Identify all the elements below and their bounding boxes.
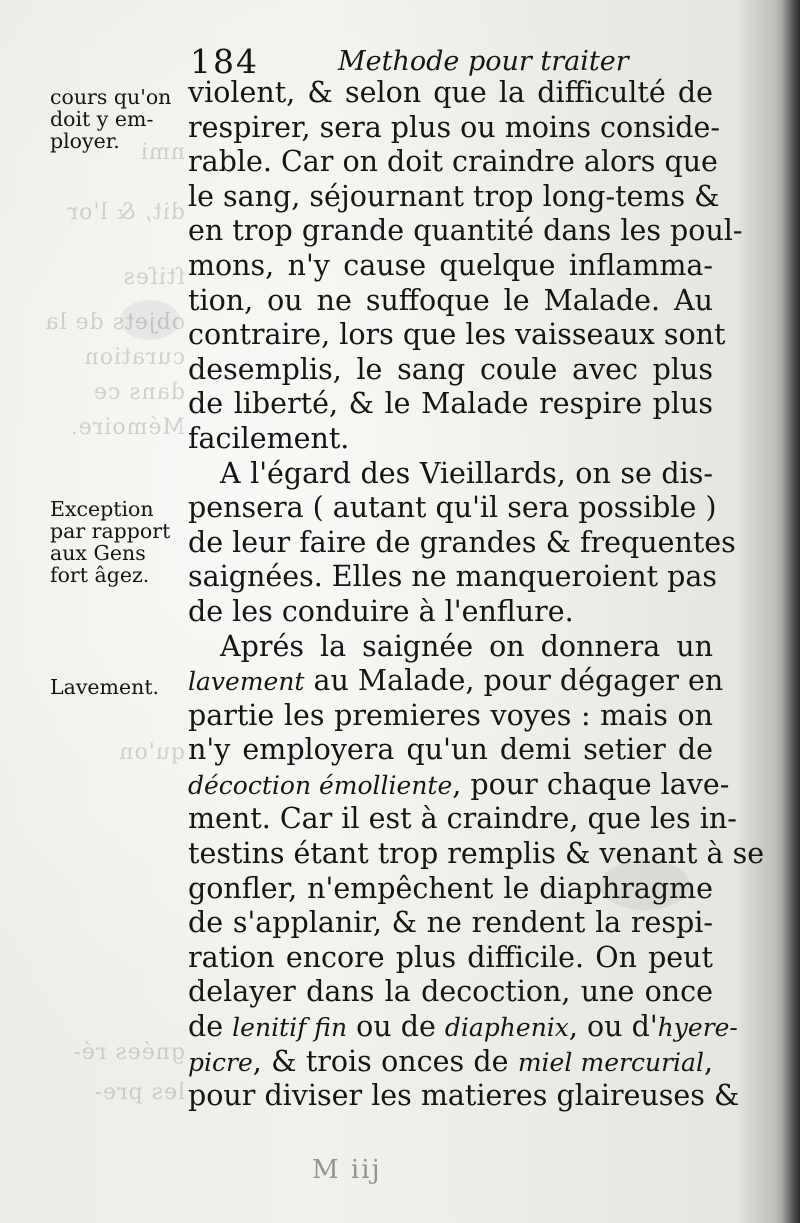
text-line: lavement au Malade, pour dégager en <box>188 664 724 698</box>
text-line: mons, n'y cause quelque inflamma- <box>188 248 713 282</box>
italic-term: lavement <box>188 667 305 697</box>
bleed-through-text: nmi <box>139 140 185 165</box>
text-line: rable. Car on doit craindre alors que <box>188 145 718 179</box>
text-line: ment. Car il est à craindre, que les in- <box>188 802 737 836</box>
margin-note-line: Lavement. <box>50 675 160 699</box>
margin-note-line: doit y em- <box>50 107 154 131</box>
bleed-through-text: gnées ré- <box>72 1040 185 1065</box>
italic-term: décoction émolliente <box>188 770 453 800</box>
text-line: Aprés la saignée on donnera un <box>220 629 713 663</box>
running-title: Methode pour traiter <box>338 46 629 77</box>
margin-note-line: Exception <box>50 497 154 521</box>
text-line: testins étant trop remplis & venant à se <box>188 837 765 871</box>
margin-note <box>50 86 185 152</box>
text-line: décoction émolliente, pour chaque lave- <box>188 767 730 801</box>
bleed-through-text: les pre- <box>93 1080 185 1105</box>
text-line: de s'applanir, & ne rendent la respi- <box>188 906 713 940</box>
text-line: delayer dans la decoction, une once <box>188 975 713 1009</box>
text-line: ration encore plus difficile. On peut <box>188 940 713 974</box>
text-line: en trop grande quantité dans les poul- <box>188 214 743 248</box>
text-line: de liberté, & le Malade respire plus <box>188 387 713 421</box>
text-line: desemplis, le sang coule avec plus <box>188 352 713 386</box>
text-line: de les conduire à l'enflure. <box>188 594 574 628</box>
margin-note-line: fort âgez. <box>50 563 150 587</box>
text-line: pour diviser les matieres glaireuses & <box>188 1079 740 1113</box>
text-line: violent, & selon que la difficulté de <box>188 76 713 109</box>
text-line: contraire, lors que les vaisseaux sont <box>188 318 726 352</box>
bleed-through-text: dans ce <box>93 380 185 405</box>
text-line: n'y employera qu'un demi setier de <box>188 733 713 767</box>
text-line: tion, ou ne suffoque le Malade. Au <box>188 283 713 317</box>
text-line: respirer, sera plus ou moins conside- <box>188 110 721 144</box>
margin-note <box>50 676 185 698</box>
bleed-through-text: qu'on <box>118 740 185 765</box>
bleed-through-text: ſtiſes <box>122 265 185 290</box>
text-line: A l'égard des Vieillards, on se dis- <box>220 456 713 490</box>
margin-note-line: par rapport <box>50 519 171 543</box>
bleed-through-text: Mémoire. <box>69 415 185 440</box>
text-line: de lenitif fin ou de diaphenix, ou d'hyere- <box>188 1010 738 1044</box>
italic-term: hyere- <box>657 1013 738 1043</box>
text-line: pensera ( autant qu'il sera possible ) <box>188 491 717 525</box>
margin-note-line: ployer. <box>50 129 120 153</box>
italic-term: picre <box>188 1047 253 1077</box>
margin-note-line: aux Gens <box>50 541 146 565</box>
bleed-through-text: objets de la <box>44 310 185 335</box>
page-number: 184 <box>190 42 259 81</box>
text-line: gonfler, n'empêchent le diaphragme <box>188 871 713 905</box>
text-line: de leur faire de grandes & frequentes <box>188 525 736 559</box>
text-line: picre, & trois onces de miel mercurial, <box>188 1044 714 1078</box>
margin-note <box>50 498 185 586</box>
text-line: saignées. Elles ne manqueroient pas <box>188 560 718 594</box>
body-text <box>188 76 765 1114</box>
bleed-through-text: dit, & l'or <box>66 200 185 225</box>
text-line: facilement. <box>188 421 350 455</box>
bleed-through-text: curation <box>83 345 185 370</box>
italic-term: miel mercurial <box>517 1047 704 1077</box>
signature-mark: M iij <box>312 1155 382 1185</box>
text-line: le sang, séjournant trop long-tems & <box>188 179 720 213</box>
italic-term: diaphenix <box>444 1013 569 1043</box>
text-line: partie les premieres voyes : mais on <box>188 698 713 732</box>
page-gutter-shadow <box>782 0 800 1223</box>
italic-term: lenitif fin <box>232 1013 348 1043</box>
margin-note-line: cours qu'on <box>50 85 172 109</box>
